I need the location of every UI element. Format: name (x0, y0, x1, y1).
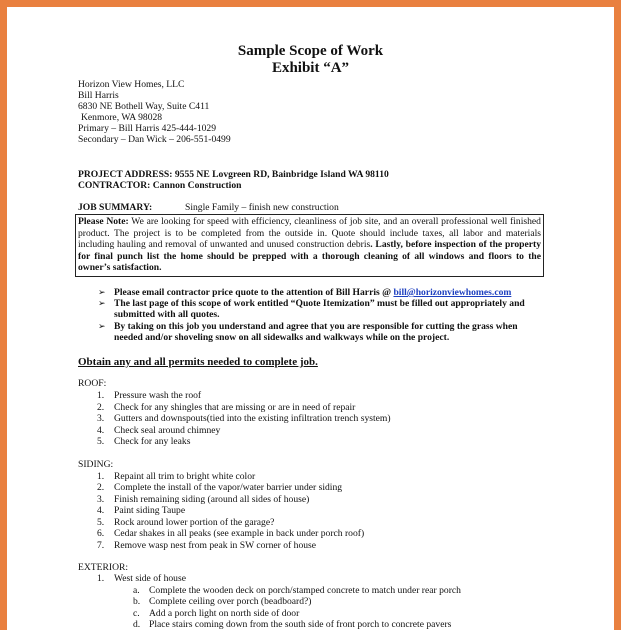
note-label: Please Note: (78, 216, 129, 227)
job-summary-value: Single Family – finish new construction (185, 202, 339, 213)
list-number: 7. (97, 540, 105, 551)
list-number: 4. (97, 505, 105, 516)
primary-contact: Primary – Bill Harris 425-444-1029 (78, 123, 217, 134)
company-name: Horizon View Homes, LLC (78, 79, 185, 90)
siding-item: Repaint all trim to bright white color (114, 471, 256, 482)
list-letter: a. (133, 585, 140, 596)
list-number: 2. (97, 482, 105, 493)
street-address: 6830 NE Bothell Way, Suite C411 (78, 101, 210, 112)
list-number: 2. (97, 402, 105, 413)
arrow-bullet-icon: ➢ (98, 287, 106, 297)
city-address: Kenmore, WA 98028 (81, 112, 163, 123)
list-number: 1. (97, 471, 105, 482)
list-number: 3. (97, 413, 105, 424)
bullet-grass-line1: By taking on this job you understand and agree that you are responsible for cutting the grass when (114, 321, 518, 332)
document-title: Sample Scope of Work (237, 43, 384, 59)
roof-item: Check for any shingles that are missing or are in need of repair (114, 402, 356, 413)
roof-heading: ROOF: (78, 378, 107, 389)
arrow-bullet-icon: ➢ (98, 321, 106, 331)
email-link[interactable]: bill@horizonviewhomes.com (393, 287, 512, 298)
exterior-item: West side of house (114, 573, 186, 584)
contact-name: Bill Harris (78, 90, 119, 101)
note-box (75, 214, 544, 277)
exterior-heading: EXTERIOR: (78, 562, 129, 573)
list-number: 4. (97, 425, 105, 436)
bullet-email (114, 287, 511, 298)
arrow-bullet-icon: ➢ (98, 298, 106, 308)
list-number: 5. (97, 436, 105, 447)
exterior-subitem: Add a porch light on north side of door (149, 608, 300, 619)
document-subtitle: Exhibit “A” (271, 60, 350, 76)
roof-item: Pressure wash the roof (114, 390, 202, 401)
exterior-subitem: Complete the wooden deck on porch/stamped concrete to match under rear porch (149, 585, 461, 596)
list-number: 6. (97, 528, 105, 539)
bullet-email-text: Please email contractor price quote to the attention of Bill Harris @ (114, 287, 394, 298)
siding-item: Cedar shakes in all peaks (see example in back under porch roof) (114, 528, 365, 539)
siding-item: Rock around lower portion of the garage? (114, 517, 275, 528)
list-letter: c. (133, 608, 140, 619)
note-text: We are looking for speed with efficiency, cleanliness of job site, and an overall professional well finished product. The project is to be completed from the outside in. Quote should include taxes, all labor and materials including hauling and removal of unwanted and unused construction debris (78, 216, 541, 251)
exterior-subitem: Place stairs coming down from the south side of front porch to concrete pavers (149, 619, 452, 630)
bullet-quote-line1: The last page of this scope of work entitled “Quote Itemization” must be filled out appropriately and (114, 298, 525, 309)
secondary-contact: Secondary – Dan Wick – 206-551-0499 (78, 134, 231, 145)
note-bold-text: . Lastly, before inspection of the property for final punch list the home should be prepped with a thorough cleaning of all windows and floors to the owner’s satisfaction. (78, 239, 542, 274)
siding-heading: SIDING: (78, 459, 114, 470)
roof-item: Check for any leaks (114, 436, 191, 447)
siding-item: Complete the install of the vapor/water barrier under siding (114, 482, 343, 493)
siding-item: Paint siding Taupe (114, 505, 186, 516)
list-number: 5. (97, 517, 105, 528)
permits-heading: Obtain any and all permits needed to complete job. (78, 356, 318, 368)
bullet-grass-line2: needed and/or shoveling snow on all sidewalks and walkways while on the project. (114, 332, 450, 343)
list-number: 3. (97, 494, 105, 505)
list-number: 1. (97, 390, 105, 401)
contractor: CONTRACTOR: Cannon Construction (78, 180, 242, 191)
list-letter: d. (133, 619, 141, 630)
job-summary-label: JOB SUMMARY: (78, 202, 153, 213)
project-address: PROJECT ADDRESS: 9555 NE Lovgreen RD, Bainbridge Island WA 98110 (78, 169, 389, 180)
roof-item: Gutters and downspouts(tied into the existing infiltration trench system) (114, 413, 391, 424)
list-letter: b. (133, 596, 141, 607)
list-number: 1. (97, 573, 105, 584)
bullet-quote-line2: submitted with all quotes. (114, 309, 220, 320)
exterior-subitem: Complete ceiling over porch (beadboard?) (149, 596, 312, 607)
siding-item: Remove wasp nest from peak in SW corner of house (114, 540, 317, 551)
roof-item: Check seal around chimney (114, 425, 221, 436)
siding-item: Finish remaining siding (around all sides of house) (114, 494, 310, 505)
document-page (7, 7, 614, 630)
